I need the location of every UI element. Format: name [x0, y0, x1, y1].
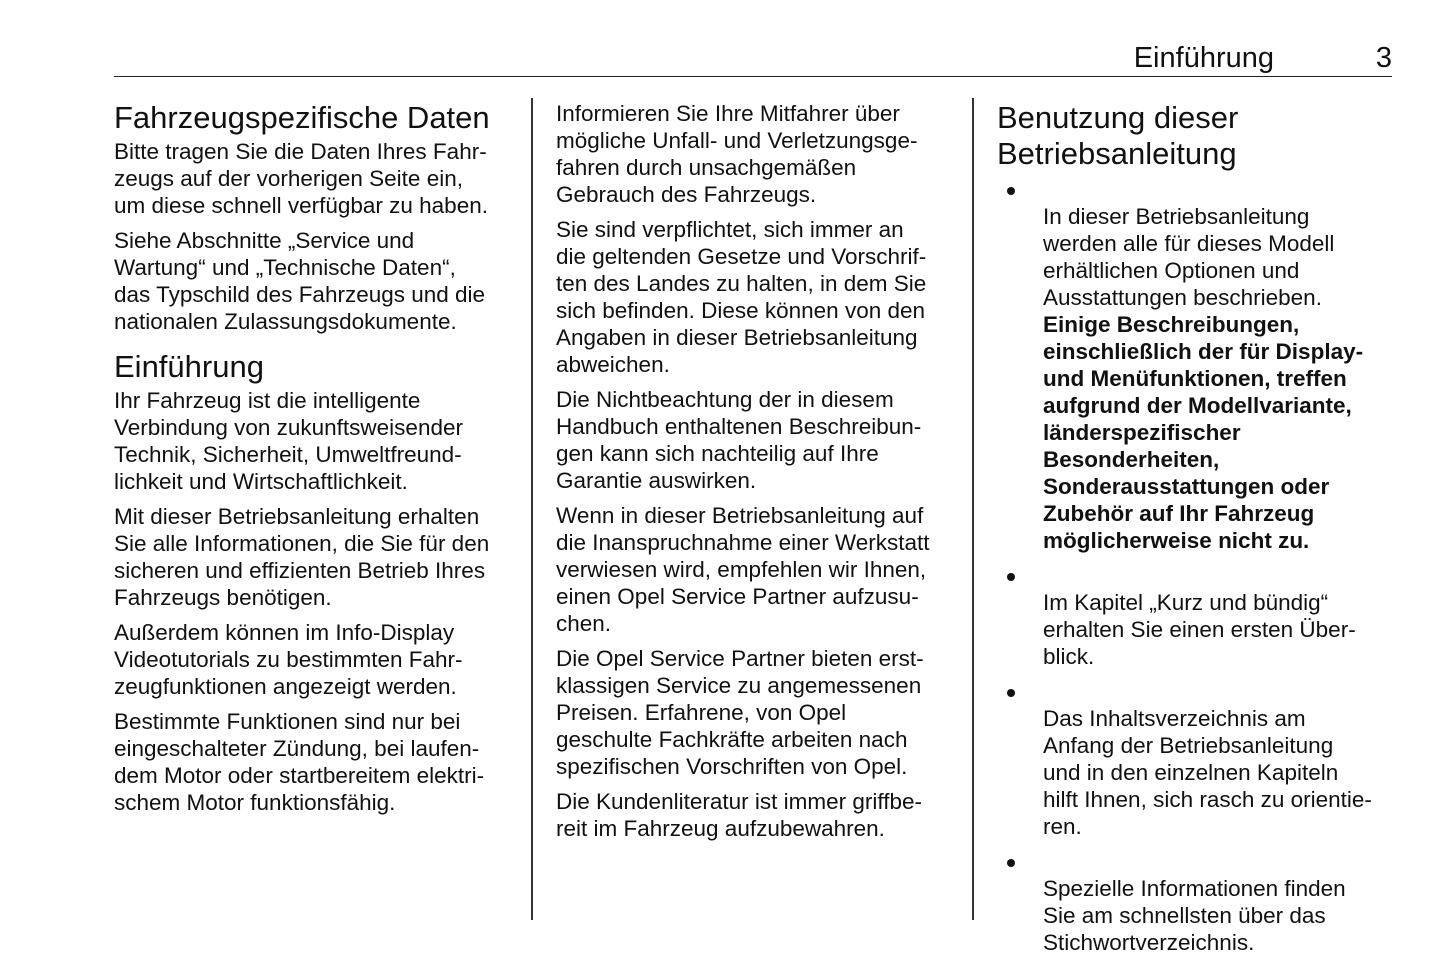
list-item-text: Spezielle Informationen finden Sie am schnellsten über das Stichwortverzeichnis.: [1043, 876, 1346, 955]
paragraph: Sie sind verpflichtet, sich immer an die geltenden Gesetze und Vorschrif- ten des Landes zu halten, in dem Sie sich befinden. Diese können von den Angaben in dieser Betriebsanleitung abweichen.: [556, 217, 927, 377]
column-divider: [972, 98, 974, 920]
paragraph: Bitte tragen Sie die Daten Ihres Fahr- zeugs auf der vorherigen Seite ein, um diese schnell verfügbar zu haben.: [114, 139, 488, 218]
paragraph: Bestimmte Funktionen sind nur bei eingeschalteter Zündung, bei laufen- dem Motor oder startbereitem elektri- schem Motor funktionsfähig.: [114, 709, 485, 815]
paragraph: Die Nichtbeachtung der in diesem Handbuch enthaltenen Beschreibun- gen kann sich nachteilig auf Ihre Garantie auswirken.: [556, 387, 922, 493]
column-3: [997, 100, 1397, 964]
paragraph: Informieren Sie Ihre Mitfahrer über mögliche Unfall- und Verletzungsge- fahren durch unsachgemäßen Gebrauch des Fahrzeugs.: [556, 101, 918, 207]
paragraph: Mit dieser Betriebsanleitung erhalten Sie alle Informationen, die Sie für den sicheren und effizienten Betrieb Ihres Fahrzeugs benötigen.: [114, 504, 490, 610]
bullet-icon: [1007, 187, 1015, 195]
page-number: 3: [1375, 42, 1392, 74]
section-title: Einführung: [1133, 42, 1274, 74]
heading-using-manual: Benutzung dieser Betriebsanleitung: [997, 100, 1239, 171]
list-item: [997, 562, 1397, 670]
paragraph: Siehe Abschnitte „Service und Wartung“ und „Technische Daten“, das Typschild des Fahrzeugs und die nationalen Zulassungsdokumente.: [114, 228, 486, 334]
bullet-icon: [1007, 689, 1015, 697]
bullet-icon: [1007, 573, 1015, 581]
list-item-bold-text: Einige Beschreibungen, einschließlich der für Display- und Menüfunktionen, treffen aufgrund der Modellvariante, länderspezifischer Besonderheiten, Sonderausstattungen oder Zubehör auf Ihr Fahrzeug möglicherweise nicht zu.: [1043, 312, 1364, 553]
heading-vehicle-data: Fahrzeugspezifische Daten: [114, 100, 490, 135]
list-item: [997, 176, 1397, 554]
column-divider: [531, 98, 533, 920]
paragraph: Die Opel Service Partner bieten erst- klassigen Service zu angemessenen Preisen. Erfahrene, von Opel geschulte Fachkräfte arbeiten nach spezifischen Vorschriften von Opel.: [556, 646, 924, 779]
bullet-list: [997, 176, 1397, 956]
paragraph: Die Kundenliteratur ist immer griffbe- reit im Fahrzeug aufzubewahren.: [556, 789, 922, 841]
column-2: [556, 100, 956, 850]
bullet-icon: [1007, 859, 1015, 867]
paragraph: Wenn in dieser Betriebsanleitung auf die Inanspruchnahme einer Werkstatt verwiesen wird, empfehlen wir Ihnen, einen Opel Service Partner aufzusu- chen.: [556, 503, 930, 636]
paragraph: Außerdem können im Info-Display Videotutorials zu bestimmten Fahr- zeugfunktionen angezeigt werden.: [114, 620, 463, 699]
page-header: [114, 40, 1392, 77]
paragraph: Ihr Fahrzeug ist die intelligente Verbindung von zukunftsweisender Technik, Sicherheit, Umweltfreund- lichkeit und Wirtschaftlichkeit.: [114, 388, 463, 494]
column-1: [114, 100, 519, 824]
list-item: [997, 848, 1397, 956]
list-item-text: Im Kapitel „Kurz und bündig“ erhalten Sie einen ersten Über- blick.: [1043, 590, 1356, 669]
heading-introduction: Einführung: [114, 349, 264, 384]
list-item-text: In dieser Betriebsanleitung werden alle für dieses Modell erhältlichen Optionen und Ausstattungen beschrieben.: [1043, 204, 1335, 310]
list-item-text: Das Inhaltsverzeichnis am Anfang der Betriebsanleitung und in den einzelnen Kapiteln hilft Ihnen, sich rasch zu orientie- ren.: [1043, 706, 1372, 839]
list-item: [997, 678, 1397, 840]
